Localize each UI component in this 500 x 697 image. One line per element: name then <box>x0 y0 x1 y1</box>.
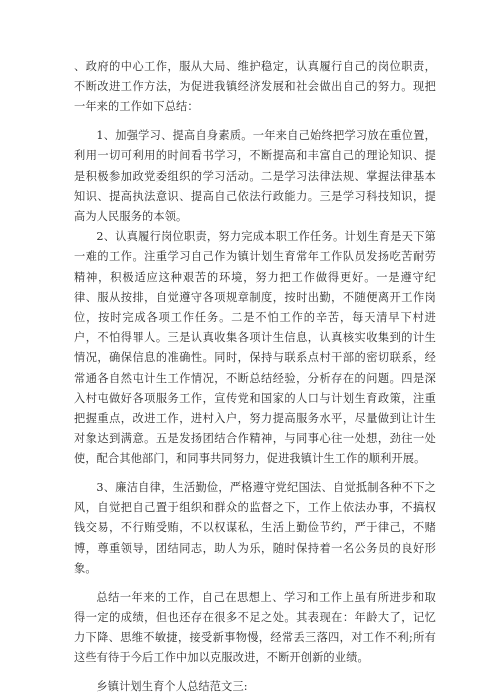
section-duty-paragraph: 2、认真履行岗位职责，努力完成本职工作任务。计划生育是天下第一难的工作。注重学习自己作为镇计划生育常年工作队员发扬吃苦耐劳精神，积极适应这种艰苦的环境，努力把工作做得更好。一是遵守纪律、服从按排，自觉遵守各项规章制度，按时出勤，不随便离开工作岗位，按时完成各项工作任务。二是不怕工作的辛苦，每天清早下村进户，不怕得罪人。三是认真收集各项计生信息，认真核实收集到的计生情况，确保信息的准确性。同时，保持与联系点村干部的密切联系，经常通各自然屯计生工作情况，不断总结经验，分析存在的问题。四是深入村屯做好各项服务工作，宣传党和国家的人口与计划生育政策，注重把握重点，改进工作，进村入户，努力提高服务水平，尽量做到让计生对象达到满意。五是发扬团结合作精神，与同事心往一处想，劲往一处使，配合其他部门，和同事共同努力，促进我镇计生工作的顺利开展。 <box>74 230 436 466</box>
section-study-paragraph: 1、加强学习、提高自身素质。一年来自己始终把学习放在重位置，利用一切可利用的时间看书学习，不断提高和丰富自己的理论知识、提是积极参加政党委组织的学习活动。二是学习法律法规、掌握法律基本知识、提高执法意识、提高自己依法行政能力。三是学习科技知识，提高为人民服务的本领。 <box>74 129 436 223</box>
intro-paragraph: 、政府的中心工作，服从大局、维护稳定，认真履行自己的岗位职责，不断改进工作方法，为促进我镇经济发展和社会做出自己的努力。现把一年来的工作如下总结： <box>74 60 436 114</box>
next-section-heading: 乡镇计划生育个人总结范文三: <box>96 679 248 693</box>
section-integrity-paragraph: 3、廉洁自律，生活勤俭，严格遵守党纪国法、自觉抵制各种不下之风，自觉把自己置于组织和群众的监督之下，工作上依法办事，不搞权钱交易，不行贿受贿，不以权谋私，生活上勤俭节约，严于律己，不赌博，尊重领导，团结同志，助人为乐，随时保持着一名公务员的良好形象。 <box>74 481 436 575</box>
summary-paragraph: 总结一年来的工作，自己在思想上、学习和工作上虽有所进步和取得一定的成绩，但也还存在很多不足之处。其表现在：年龄大了，记忆力下降、思维不敏捷，接受新事物慢，经常丢三落四，对工作不利;所有这些有待于今后工作中加以克服改进，不断开创新的业绩。 <box>74 590 436 665</box>
document-body <box>74 57 436 697</box>
